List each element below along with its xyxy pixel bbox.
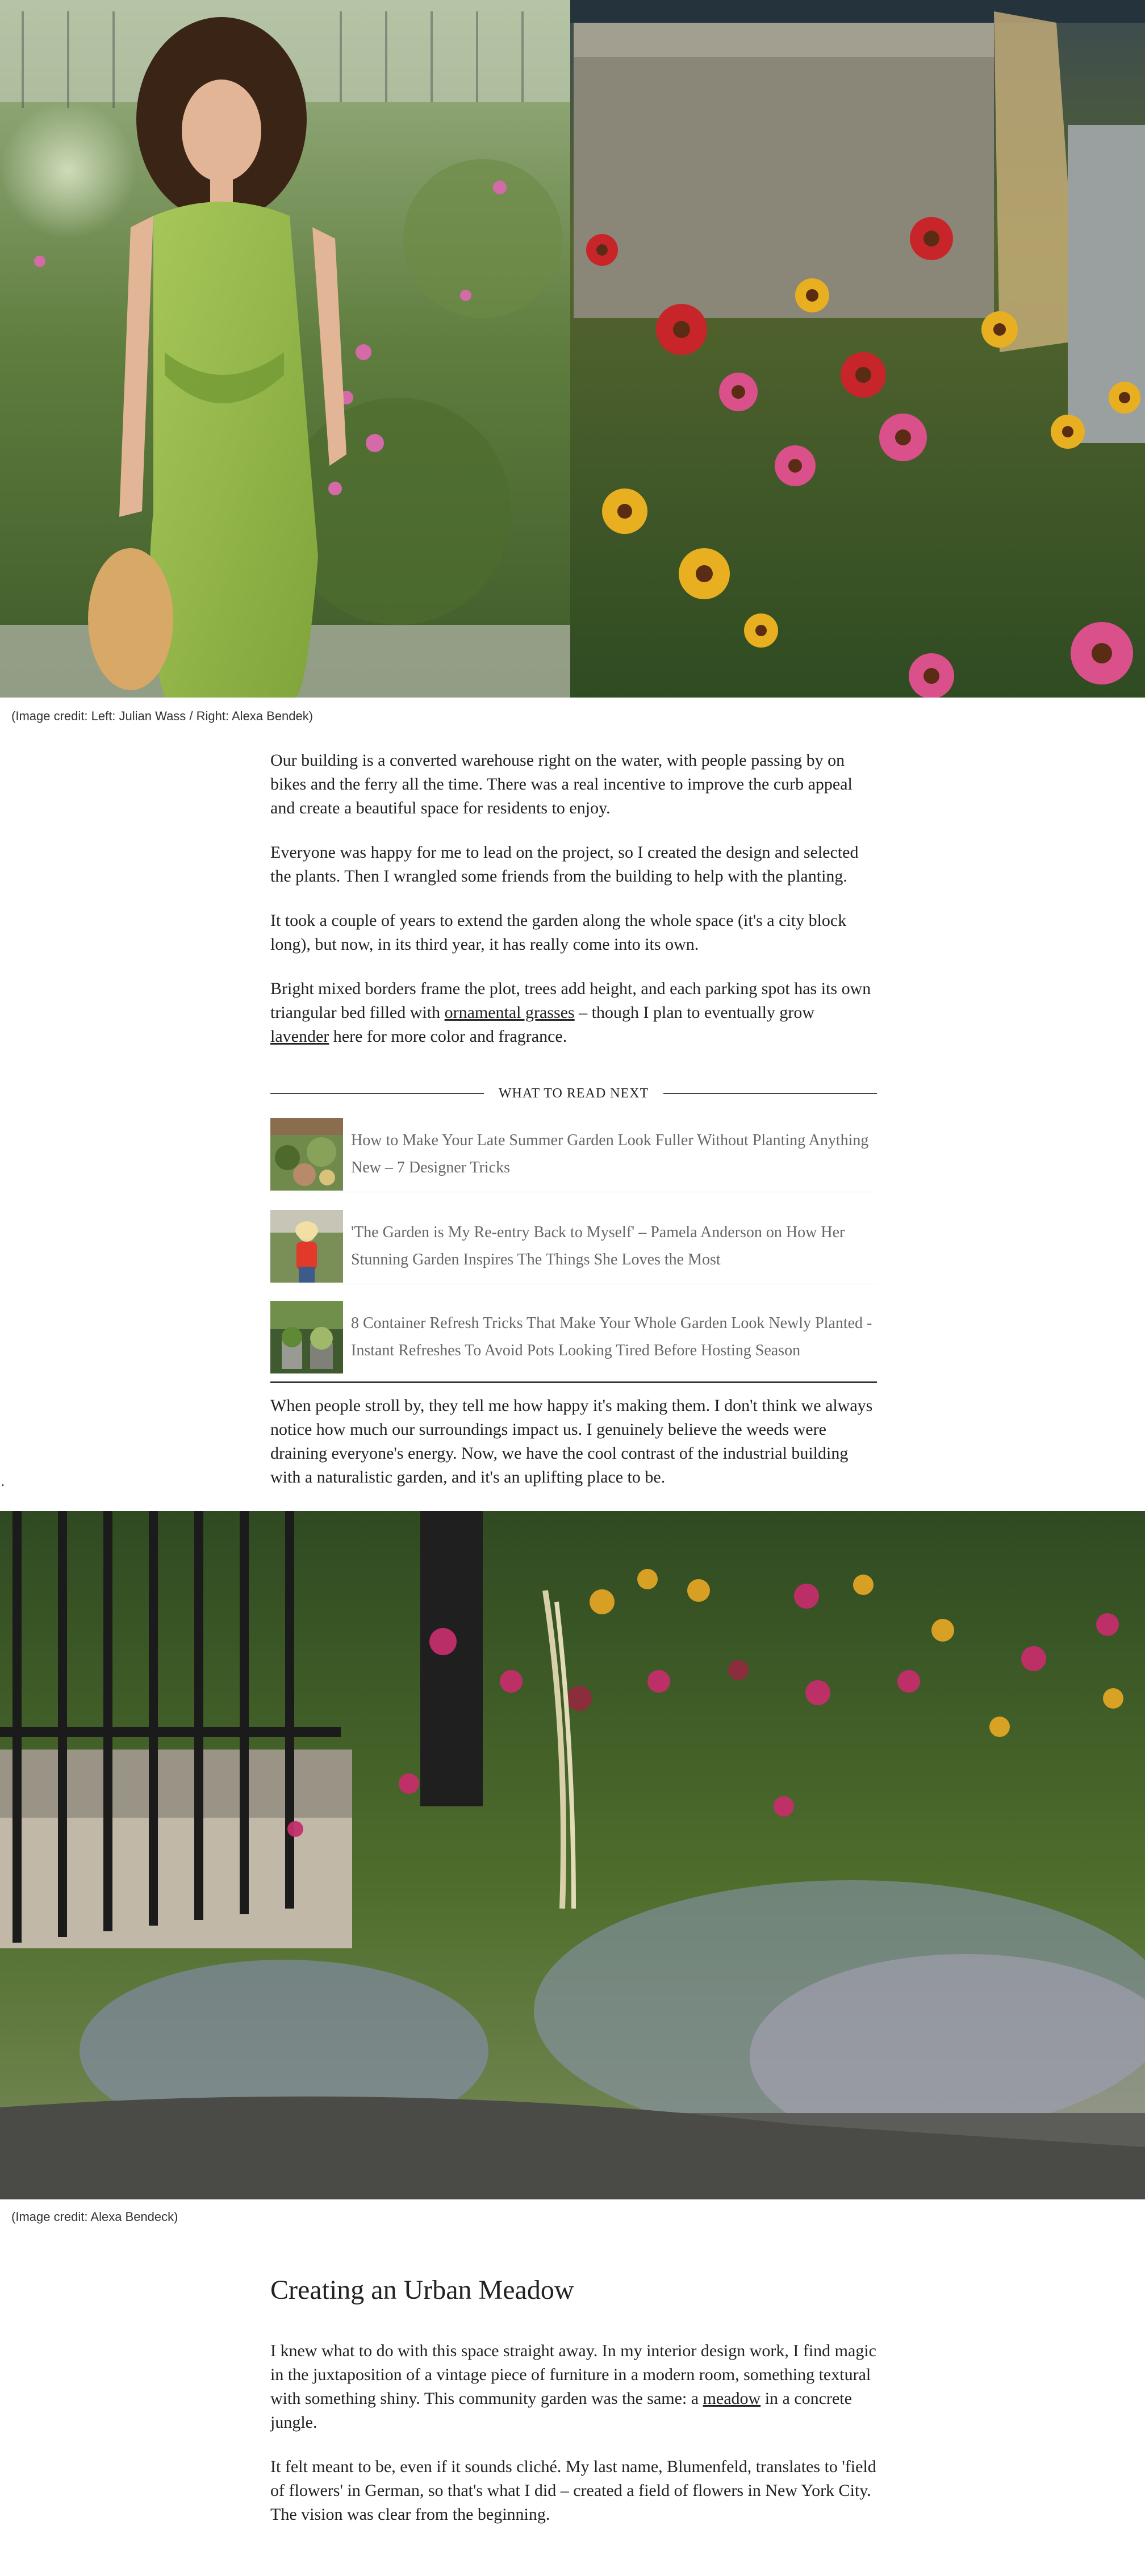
paragraph-text: I knew what to do with this space straight away. In my interior design work, I find magic in the juxtaposition of a vintage piece of furniture in a modern room, something textural with something shiny. This community garden was the same: a <box>270 2341 876 2408</box>
paragraph: Everyone was happy for me to lead on the project, so I created the design and selected the plants. Then I wrangled some friends from the building to help with the planting. <box>270 843 859 886</box>
paragraph-text: – though I plan to eventually grow <box>574 1003 815 1022</box>
paragraph-text: here for more color and fragrance. <box>329 1027 567 1046</box>
read-next-item[interactable] <box>270 1117 877 1192</box>
divider <box>663 1093 877 1094</box>
article-body-top <box>270 749 877 1069</box>
what-to-read-next-label: WHAT TO READ NEXT <box>498 1085 649 1101</box>
stray-period: . <box>1 1475 5 1489</box>
meadow-link[interactable]: meadow <box>703 2389 761 2408</box>
garden-border-photo-art <box>0 1511 1145 2199</box>
read-next-title[interactable]: How to Make Your Late Summer Garden Look Fuller Without Planting Anything New – 7 Designer Tricks <box>351 1132 869 1176</box>
read-next-item[interactable] <box>270 1300 877 1375</box>
read-next-title[interactable]: 'The Garden is My Re-entry Back to Myself' – Pamela Anderson on How Her Stunning Garden Inspires The Things She Loves the Most <box>351 1224 845 1268</box>
hero-photo-pair <box>0 0 1145 698</box>
paragraph-text: in a concrete jungle. <box>270 2389 852 2432</box>
read-next-title[interactable]: 8 Container Refresh Tricks That Make Your Whole Garden Look Newly Planted - Instant Refreshes To Avoid Pots Looking Tired Before Hosting Season <box>351 1314 872 1359</box>
image-credit-caption: (Image credit: Alexa Bendeck) <box>11 2210 178 2224</box>
hero-photo-art <box>0 0 1145 698</box>
divider <box>270 1093 484 1094</box>
ornamental-grasses-link[interactable]: ornamental grasses <box>444 1003 575 1022</box>
read-next-thumbnail[interactable] <box>270 1118 343 1191</box>
read-next-item[interactable] <box>270 1209 877 1284</box>
garden-border-photo <box>0 1511 1145 2199</box>
paragraph: It took a couple of years to extend the garden along the whole space (it's a city block long), but now, in its third year, it has really come into its own. <box>270 911 847 954</box>
paragraph: When people stroll by, they tell me how happy it's making them. I don't think we always notice how much our surroundings impact us. I genuinely believe the weeds were draining everyone's energy. Now, we have the cool contrast of the industrial building with a naturalistic garden, and it's an uplifting place to be. <box>270 1396 873 1487</box>
read-next-thumbnail[interactable] <box>270 1301 343 1373</box>
article-body-middle <box>270 1394 877 1510</box>
paragraph-text: Bright mixed borders frame the plot, trees add height, and each parking spot has its own triangular bed filled with <box>270 979 871 1022</box>
divider <box>270 1381 877 1383</box>
paragraph-with-link <box>270 2339 877 2435</box>
image-credit-caption: (Image credit: Left: Julian Wass / Right: Alexa Bendek) <box>11 709 314 723</box>
what-to-read-next-header <box>270 1082 877 1105</box>
paragraph: It felt meant to be, even if it sounds cliché. My last name, Blumenfeld, translates to 'field of flowers' in German, so that's what I did – created a field of flowers in New York City. The vision was clear from the beginning. <box>270 2457 876 2524</box>
read-next-thumbnail[interactable] <box>270 1210 343 1283</box>
article-body-bottom <box>270 2339 877 2547</box>
paragraph-with-links <box>270 977 877 1049</box>
section-heading: Creating an Urban Meadow <box>270 2275 574 2305</box>
paragraph: Our building is a converted warehouse right on the water, with people passing by on bikes and the ferry all the time. There was a real incentive to improve the curb appeal and create a beautiful space for residents to enjoy. <box>270 751 853 817</box>
lavender-link[interactable]: lavender <box>270 1027 329 1046</box>
